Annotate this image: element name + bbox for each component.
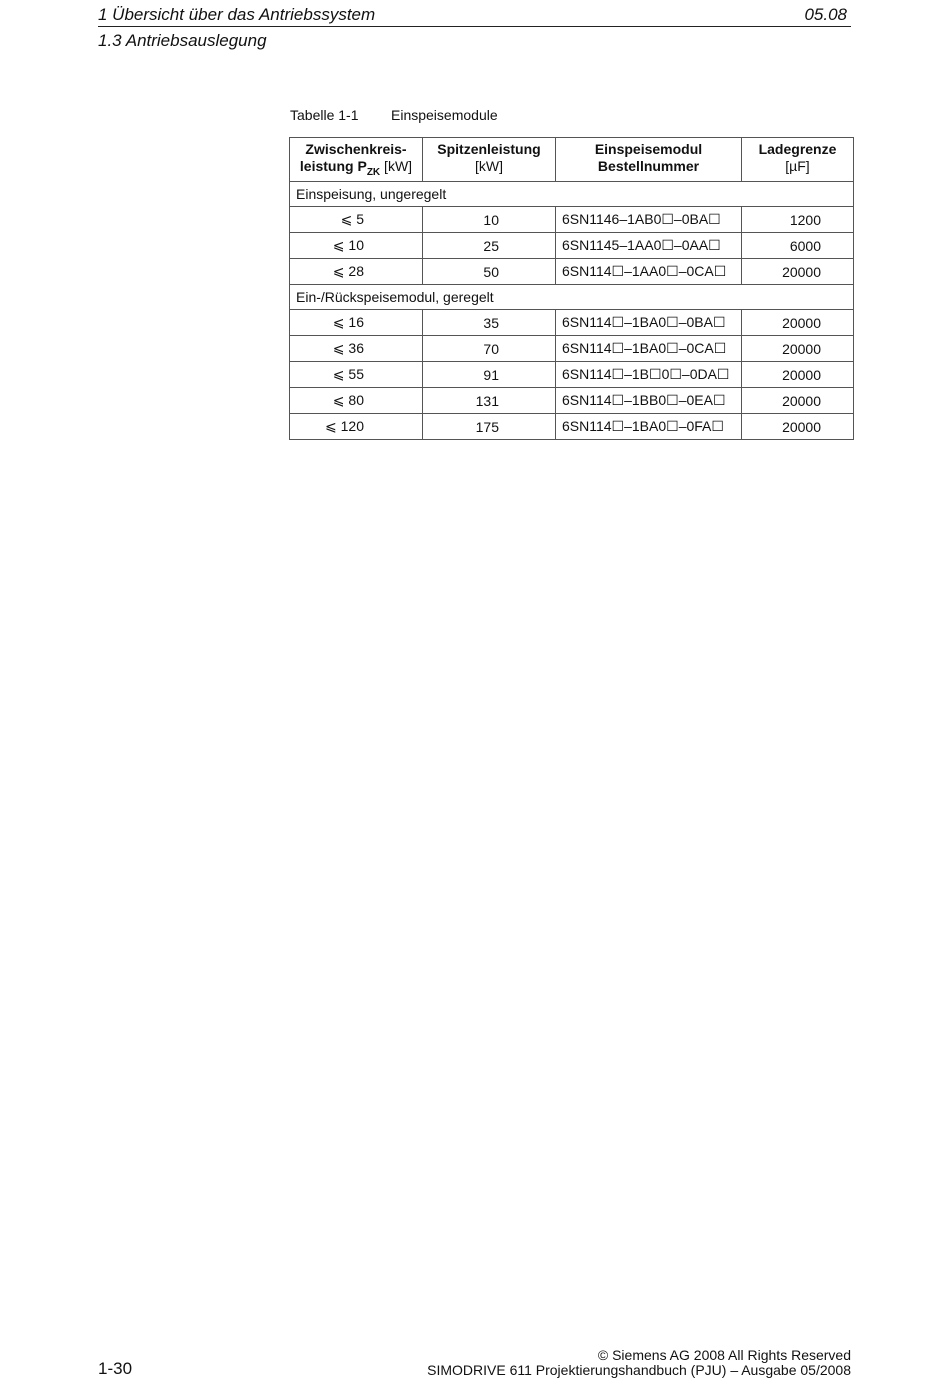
charge-limit-cell: 20000 <box>742 336 854 362</box>
order-number-cell: 6SN114☐–1BA0☐–0BA☐ <box>556 310 742 336</box>
peak-power-cell: 91 <box>423 362 556 388</box>
table-header-row <box>290 138 854 182</box>
order-number-cell: 6SN114☐–1BB0☐–0EA☐ <box>556 388 742 414</box>
dc-link-power-cell: ⩽ 5 <box>290 207 423 233</box>
table-row <box>290 259 854 285</box>
section-title: Ein-/Rückspeisemodul, geregelt <box>290 285 854 310</box>
col-header-order-number: Einspeisemodul Bestellnummer <box>556 138 742 182</box>
charge-limit-cell: 1200 <box>742 207 854 233</box>
dc-link-power-cell: ⩽ 80 <box>290 388 423 414</box>
peak-power-cell: 10 <box>423 207 556 233</box>
order-number-cell: 6SN114☐–1BA0☐–0FA☐ <box>556 414 742 440</box>
running-header <box>98 4 851 27</box>
dc-link-power-cell: ⩽ 120 <box>290 414 423 440</box>
peak-power-cell: 35 <box>423 310 556 336</box>
peak-power-cell: 25 <box>423 233 556 259</box>
page-number: 1-30 <box>98 1359 133 1378</box>
edition-date: 05.08 <box>804 5 847 24</box>
peak-power-cell: 70 <box>423 336 556 362</box>
table-row <box>290 388 854 414</box>
section-row <box>290 182 854 207</box>
table-title: Einspeisemodule <box>391 107 498 123</box>
order-number-cell: 6SN114☐–1BA0☐–0CA☐ <box>556 336 742 362</box>
charge-limit-cell: 20000 <box>742 414 854 440</box>
table-caption <box>290 107 498 123</box>
col-header-charge-limit: Ladegrenze [µF] <box>742 138 854 182</box>
order-number-cell: 6SN114☐–1B☐0☐–0DA☐ <box>556 362 742 388</box>
section-title: Einspeisung, ungeregelt <box>290 182 854 207</box>
chapter-title: 1 Übersicht über das Antriebssystem <box>98 5 376 24</box>
table-row <box>290 207 854 233</box>
table-row <box>290 310 854 336</box>
charge-limit-cell: 20000 <box>742 388 854 414</box>
table-number: Tabelle 1-1 <box>290 107 359 123</box>
dc-link-power-cell: ⩽ 36 <box>290 336 423 362</box>
copyright-notice: © Siemens AG 2008 All Rights Reserved <box>597 1347 851 1363</box>
order-number-cell: 6SN114☐–1AA0☐–0CA☐ <box>556 259 742 285</box>
table-row <box>290 414 854 440</box>
peak-power-cell: 175 <box>423 414 556 440</box>
charge-limit-cell: 20000 <box>742 362 854 388</box>
table-row <box>290 336 854 362</box>
dc-link-power-cell: ⩽ 16 <box>290 310 423 336</box>
order-number-cell: 6SN1145–1AA0☐–0AA☐ <box>556 233 742 259</box>
section-title: 1.3 Antriebsauslegung <box>98 31 267 50</box>
dc-link-power-cell: ⩽ 55 <box>290 362 423 388</box>
supply-modules-table <box>289 137 854 440</box>
table-row <box>290 362 854 388</box>
manual-title: SIMODRIVE 611 Projektierungshandbuch (PJU) – Ausgabe 05/2008 <box>427 1362 851 1378</box>
table-row <box>290 233 854 259</box>
peak-power-cell: 131 <box>423 388 556 414</box>
peak-power-cell: 50 <box>423 259 556 285</box>
charge-limit-cell: 6000 <box>742 233 854 259</box>
order-number-cell: 6SN1146–1AB0☐–0BA☐ <box>556 207 742 233</box>
col-header-peak-power: Spitzenleistung [kW] <box>423 138 556 182</box>
dc-link-power-cell: ⩽ 10 <box>290 233 423 259</box>
col-header-dc-link-power: Zwischenkreis- leistung $P_{ZK}$ [kW] <box>290 138 423 182</box>
charge-limit-cell: 20000 <box>742 259 854 285</box>
charge-limit-cell: 20000 <box>742 310 854 336</box>
dc-link-power-cell: ⩽ 28 <box>290 259 423 285</box>
section-row <box>290 285 854 310</box>
footer-info <box>427 1348 851 1378</box>
